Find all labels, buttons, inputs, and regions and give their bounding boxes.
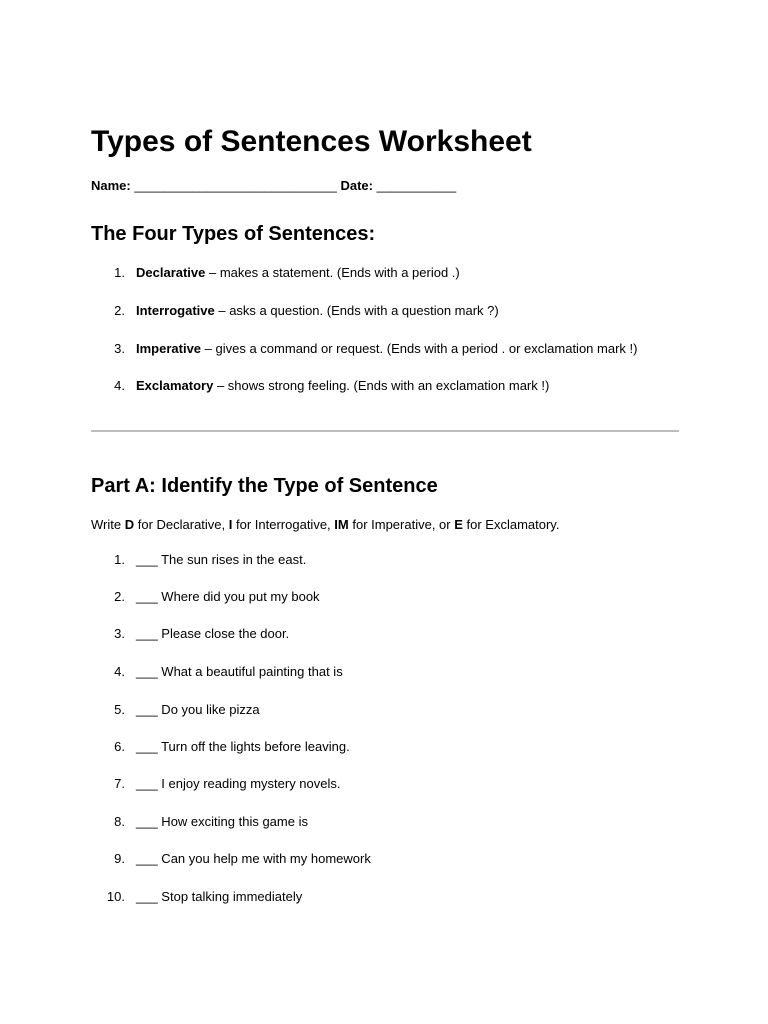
types-heading: The Four Types of Sentences: [91, 223, 376, 245]
instructions-text: Write [91, 517, 125, 532]
name-blank: ____________________________ [134, 178, 337, 193]
part-a-instructions [91, 517, 559, 533]
instructions-text: for Declarative, [134, 517, 229, 532]
list-item-text: ___ Stop talking immediately [136, 889, 303, 904]
list-item-text: ___ What a beautiful painting that is [136, 664, 343, 679]
instructions-code-e: E [454, 517, 463, 532]
list-item-number: 7. [114, 776, 125, 791]
type-item-description: – gives a command or request. (Ends with a period . or exclamation mark !) [201, 341, 638, 356]
date-label: Date: [340, 178, 373, 193]
type-item-description: – asks a question. (Ends with a question mark ?) [214, 303, 499, 318]
worksheet-title: Types of Sentences Worksheet [91, 125, 532, 158]
instructions-code-i: I [228, 517, 233, 532]
list-item-text: ___ Turn off the lights before leaving. [136, 739, 350, 754]
name-date-line [91, 178, 456, 194]
list-item-text: ___ Please close the door. [136, 626, 290, 641]
instructions-code-d: D [124, 517, 135, 532]
type-item-term: Declarative [136, 265, 206, 280]
instructions-code-im: IM [334, 517, 349, 532]
name-label: Name: [91, 178, 131, 193]
type-item-term: Imperative [136, 341, 202, 356]
type-item-number: 3. [114, 341, 125, 356]
list-item-number: 9. [114, 851, 125, 866]
list-item-text: ___ How exciting this game is [136, 814, 308, 829]
instructions-text: for Imperative, or [348, 517, 455, 532]
list-item-number: 10. [106, 889, 125, 904]
type-item-description: – makes a statement. (Ends with a period .) [205, 265, 460, 280]
list-item-text: ___ Where did you put my book [136, 589, 320, 604]
list-item-number: 6. [114, 739, 125, 754]
list-item-number: 3. [114, 626, 125, 641]
type-item-number: 1. [114, 265, 125, 280]
part-a-heading: Part A: Identify the Type of Sentence [91, 475, 438, 497]
type-item-number: 2. [114, 303, 125, 318]
list-item-text: ___ I enjoy reading mystery novels. [136, 776, 341, 791]
list-item-text: ___ The sun rises in the east. [136, 552, 307, 567]
list-item-number: 8. [114, 814, 125, 829]
list-item-number: 1. [114, 552, 125, 567]
type-item-description: – shows strong feeling. (Ends with an exclamation mark !) [213, 378, 550, 393]
list-item-number: 5. [114, 702, 125, 717]
list-item-number: 2. [114, 589, 125, 604]
type-item-term: Exclamatory [136, 378, 214, 393]
section-divider [91, 430, 679, 432]
type-item-number: 4. [114, 378, 125, 393]
instructions-text: for Exclamatory. [462, 517, 560, 532]
type-item-term: Interrogative [136, 303, 215, 318]
instructions-text: for Interrogative, [232, 517, 335, 532]
list-item-text: ___ Can you help me with my homework [136, 851, 371, 866]
date-blank: ___________ [376, 178, 457, 193]
list-item-text: ___ Do you like pizza [136, 702, 260, 717]
list-item-number: 4. [114, 664, 125, 679]
